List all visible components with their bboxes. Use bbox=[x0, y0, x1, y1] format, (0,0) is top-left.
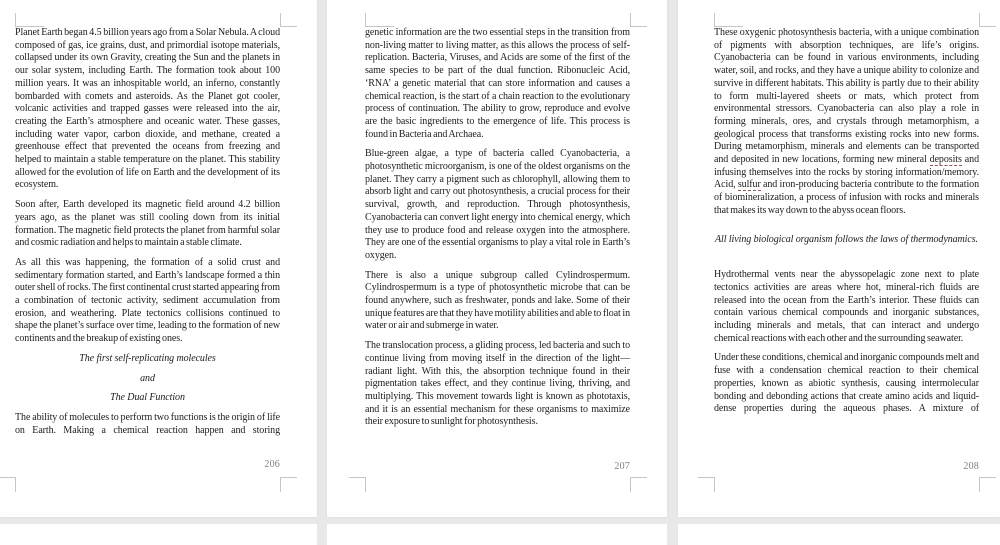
page-number: 207 bbox=[614, 461, 630, 472]
paragraph-segment: and infusing themselves into the rocks by storing information/memory. Acid, bbox=[714, 154, 979, 191]
page-number: 206 bbox=[264, 459, 280, 470]
text-boundary-mark-top-right bbox=[280, 13, 297, 27]
page-208 bbox=[678, 0, 1000, 517]
text-boundary-mark-top-left bbox=[714, 13, 743, 27]
page-208-text-block bbox=[714, 27, 979, 423]
paragraph bbox=[714, 27, 979, 218]
next-page-top-right bbox=[678, 524, 1000, 545]
text-boundary-mark-top-left bbox=[365, 13, 394, 27]
text-boundary-mark-bottom-right bbox=[979, 477, 996, 492]
paragraph-segment: These oxygenic photosynthesis bacteria, with a unique combination of pigments with absorption techniques, are life’s origins. Cyanobacteria can be found in various environments, including water, soil, and rocks, and they have a unique ability to colonize and survive in different habitats. This ability is partly due to their ability to form multi-layered sheets or mats, which protect from environmental stressors. Cyanobacteria can also play a role in forming minerals, ores, and crystals through metamorphism, a geological process that transforms existing rocks into new forms. During metamorphism, minerals and elements can be transported and deposited in new locations, forming new mineral bbox=[714, 27, 979, 166]
page-206-text-block bbox=[15, 27, 280, 444]
paragraph: There is also a unique subgroup called Cylindrospermum. Cylindrospermum is a type of photosynthetic microbe that can be found anywhere, such as freshwater, ponds and lake. Some of their unique features are that they have motility abilities and able to float in water or air and submerge in water. bbox=[365, 269, 630, 332]
text-boundary-mark-top-right bbox=[979, 13, 996, 27]
paragraph: Blue-green algae, a type of bacteria called Cyanobacteria, a photosynthetic microorganism, is one of the oldest organisms on the planet. They carry a pigment such as chlorophyll, allowing them to absorb light and carry out photosynthesis, a crucial process for their survival, growth, and reproduction. Through photosynthesis, Cyanobacteria can convert light energy into chemical energy, which they use to produce food and release oxygen into the atmosphere. They are one of the essential organisms to play a vital role in Earth’s oxygen. bbox=[365, 148, 630, 261]
paragraph: As all this was happening, the formation of a solid crust and sedimentary formation started, and Earth’s landscape formed a thin outer shell of rocks. The first continental crust started appearing from a combination of tectonic activity, sediment accumulation from erosion, and weathering. Plate tectonics collisions continued to shape the planet’s surface over time, leading to the formation of new continents and the breakup of existing ones. bbox=[15, 256, 280, 345]
section-heading-italic: The Dual Function bbox=[110, 392, 185, 404]
text-boundary-mark-bottom-right bbox=[280, 477, 297, 492]
text-boundary-mark-top-right bbox=[630, 13, 647, 27]
section-heading-italic: The first self-replicating molecules bbox=[79, 352, 216, 364]
centered-italic-quote: All living biological organism follows the laws of thermodynamics. bbox=[715, 233, 978, 245]
next-page-top-middle bbox=[327, 524, 667, 545]
paragraph: Under these conditions, chemical and inorganic compounds melt and fuse with a condensation chemical reaction to their chemical properties, known as abiotic synthesis, causing intermolecular bonding and debonding actions that create amino acids and liquid-dense properties during the aqueous phases. A mixture of bbox=[714, 352, 979, 415]
paragraph-segment: and iron-producing bacteria contribute to the formation of biomineralization, a process of infusion with rocks and minerals that makes its way down to the abyss ocean floors. bbox=[714, 179, 979, 216]
paragraph: Planet Earth began 4.5 billion years ago from a Solar Nebula. A cloud composed of gas, ice grains, dust, and primordial isotope materials, collapsed under its own Gravity, creating the Sun and the planets in our solar system, including Earth. The formation took about 100 million years. It was an inhospitable world, an inferno, constantly bombarded with comets and asteroids. As the Planet got cooler, volcanic activities and trapped gasses were released into the air, creating the Earth’s atmosphere and oceanic water. These gasses, including water vapor, carbon dioxide, and methane, created a greenhouse effect that prevented the oceans from freezing and helped to maintain a stable temperature on the planet. This stability allowed for the evolution of life on Earth and the development of its ecosystem. bbox=[15, 27, 280, 191]
text-boundary-mark-bottom-left bbox=[0, 477, 16, 492]
text-boundary-mark-bottom-left bbox=[698, 477, 715, 492]
next-page-top-left bbox=[0, 524, 317, 545]
section-heading-italic: and bbox=[140, 372, 155, 384]
page-number: 208 bbox=[963, 461, 979, 472]
spellcheck-flagged-word: sulfur bbox=[737, 179, 761, 191]
page-206 bbox=[0, 0, 317, 517]
text-boundary-mark-bottom-left bbox=[349, 477, 366, 492]
paragraph: genetic information are the two essential steps in the transition from non-living matter to living matter, as this allows the process of self-replication. Bacteria, Viruses, and Acids are some of the first of the same species to be part of the dual function. Ribonucleic Acid, ‘RNA’ a genetic material that can store information and causes a chemical reaction, is the start of a chain reaction to the evolutionary process of continuation. The ability to grow, reproduce and evolve are the basic ingredients to the emergence of life. This process is found in Bacteria and Archaea. bbox=[365, 27, 630, 140]
paragraph: Soon after, Earth developed its magnetic field around 4.2 billion years ago, as the planet was still cooling down from its initial formation. The magnetic field protects the planet from harmful solar and cosmic radiation and helps to maintain a stable climate. bbox=[15, 199, 280, 249]
page-207 bbox=[327, 0, 667, 517]
paragraph: The translocation process, a gliding process, led bacteria and such to continue living from moving itself in the direction of the light—radiant light. With this, the absorption technique found in their pigmentation takes effect, and they continue living, thriving, and multiplying. This movement towards light is known as phototaxis, and it is an essential mechanism for these organisms to maximize their exposure to sunlight for photosynthesis. bbox=[365, 340, 630, 428]
paragraph: Hydrothermal vents near the abyssopelagic zone next to plate tectonics activities are areas where hot, mineral-rich fluids are released into the ocean from the Earth’s interior. These fluids can contain various chemical compounds and inorganic substances, including minerals and metals, that can interact and undergo chemical reactions with each other and the surrounding seawater. bbox=[714, 269, 979, 344]
spellcheck-flagged-word: deposits bbox=[929, 154, 962, 166]
text-boundary-mark-bottom-right bbox=[630, 477, 647, 492]
page-207-text-block bbox=[365, 27, 630, 436]
paragraph: The ability of molecules to perform two functions is the origin of life on Earth. Making a chemical reaction happen and storing bbox=[15, 411, 280, 436]
text-boundary-mark-top-left bbox=[15, 13, 44, 27]
